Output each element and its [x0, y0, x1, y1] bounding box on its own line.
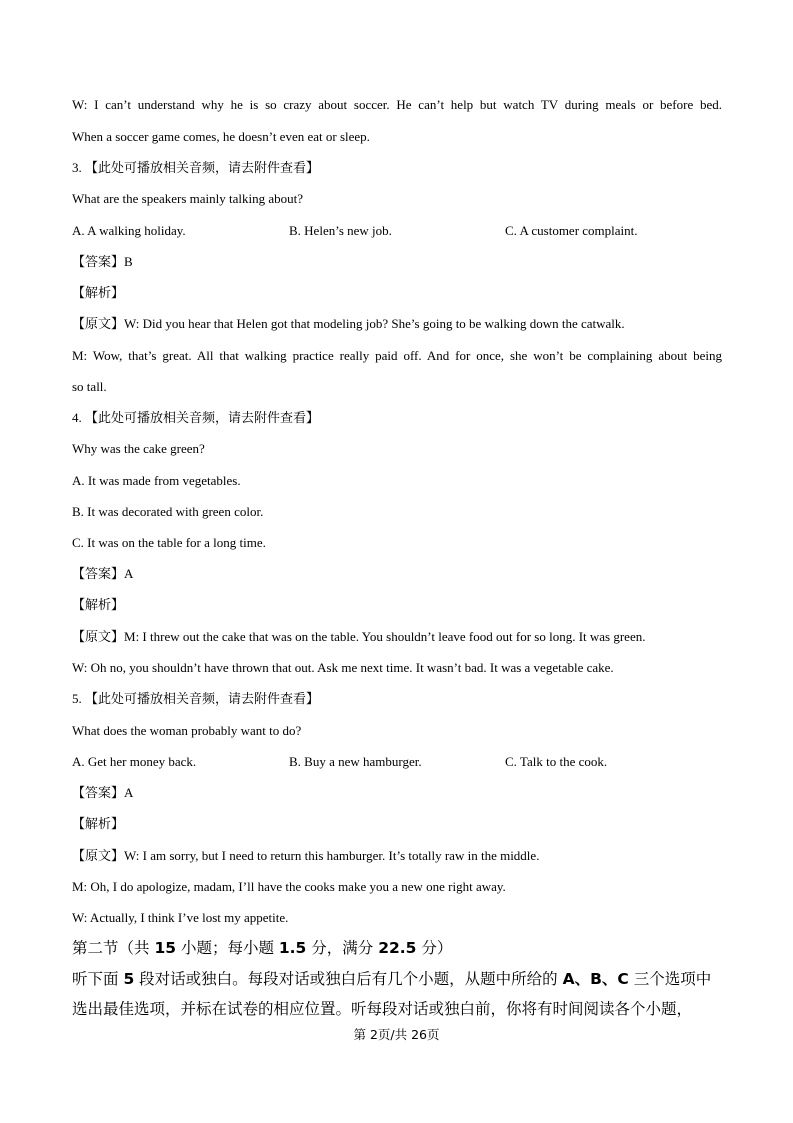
audio-note[interactable]: 【此处可播放相关音频，请去附件查看】	[85, 411, 320, 426]
transcript-line: M: Wow, that’s great. All that walking practice really paid off. And for once, she won’t be complaining about being	[72, 348, 722, 363]
heading-text: 小题；每小题	[176, 939, 279, 957]
transcript-text: W: I am sorry, but I need to return this hamburger. It’s totally raw in the middle.	[124, 848, 540, 863]
option-c: C. A customer complaint.	[505, 223, 638, 238]
section-instructions: 选出最佳选项，并标在试卷的相应位置。听每段对话或独白前，你将有时间阅读各个小题，	[72, 1000, 693, 1018]
answer-value: B	[124, 254, 133, 269]
question-header	[72, 691, 722, 708]
analysis-label: 【解析】	[72, 598, 125, 613]
option-c: C. It was on the table for a long time.	[72, 535, 266, 550]
transcript-text: M: I threw out the cake that was on the table. You shouldn’t leave food out for so long. It was green.	[124, 629, 646, 644]
transcript-line: W: Actually, I think I’ve lost my appetite.	[72, 910, 289, 925]
page-footer: 第 2页/共 26页	[353, 1027, 440, 1042]
dialogue-line: W: I can’t understand why he is so crazy about soccer. He can’t help but watch TV during meals or before bed.	[72, 97, 722, 112]
heading-points: 1.5	[278, 939, 307, 957]
question-header	[72, 410, 722, 427]
answer-tag: 【答案】	[72, 255, 125, 270]
question-number: 3.	[72, 160, 82, 175]
transcript-tag: 【原文】	[72, 317, 125, 332]
heading-text: 分）	[416, 939, 453, 957]
option-a: A. It was made from vegetables.	[72, 473, 241, 488]
heading-text: 第二节（共	[72, 939, 155, 957]
option-c: C. Talk to the cook.	[505, 754, 608, 769]
analysis-tag	[72, 816, 722, 833]
section-heading	[72, 938, 722, 958]
transcript-line: M: Oh, I do apologize, madam, I’ll have the cooks make you a new one right away.	[72, 879, 506, 894]
section-instructions	[72, 969, 722, 989]
heading-total: 22.5	[378, 939, 417, 957]
instr-text: 三个选项中	[628, 970, 712, 988]
answer-line	[72, 254, 722, 271]
question-text: What does the woman probably want to do?	[72, 723, 302, 738]
answer-tag: 【答案】	[72, 567, 125, 582]
audio-note[interactable]: 【此处可播放相关音频，请去附件查看】	[85, 692, 320, 707]
instr-text: 段对话或独白。每段对话或独白后有几个小题，从题中所给的	[134, 970, 563, 988]
audio-note[interactable]: 【此处可播放相关音频，请去附件查看】	[85, 161, 320, 176]
answer-tag: 【答案】	[72, 786, 125, 801]
answer-line	[72, 785, 722, 802]
transcript-text: W: Did you hear that Helen got that modeling job? She’s going to be walking down the catwalk.	[124, 316, 625, 331]
instr-options: A、B、C	[562, 970, 629, 988]
answer-value: A	[124, 566, 134, 581]
option-b: B. Helen’s new job.	[289, 223, 392, 238]
question-text: Why was the cake green?	[72, 441, 205, 456]
instr-count: 5	[123, 970, 135, 988]
option-a: A. A walking holiday.	[72, 223, 186, 238]
question-header	[72, 160, 722, 177]
heading-text: 分，满分	[306, 939, 379, 957]
option-a: A. Get her money back.	[72, 754, 197, 769]
question-text: What are the speakers mainly talking about?	[72, 191, 304, 206]
transcript-line: W: Oh no, you shouldn’t have thrown that out. Ask me next time. It wasn’t bad. It was a vegetable cake.	[72, 660, 614, 675]
question-number: 5.	[72, 691, 82, 706]
transcript-tag: 【原文】	[72, 849, 125, 864]
transcript-line	[72, 629, 722, 646]
transcript-line	[72, 848, 722, 865]
answer-value: A	[124, 785, 134, 800]
transcript-line	[72, 316, 722, 333]
analysis-label: 【解析】	[72, 286, 125, 301]
option-b: B. Buy a new hamburger.	[289, 754, 422, 769]
dialogue-line: When a soccer game comes, he doesn’t even eat or sleep.	[72, 129, 370, 144]
analysis-tag	[72, 285, 722, 302]
analysis-label: 【解析】	[72, 817, 125, 832]
instr-text: 听下面	[72, 970, 124, 988]
option-b: B. It was decorated with green color.	[72, 504, 264, 519]
transcript-tag: 【原文】	[72, 630, 125, 645]
answer-line	[72, 566, 722, 583]
question-number: 4.	[72, 410, 82, 425]
transcript-line: so tall.	[72, 379, 107, 394]
heading-count: 15	[154, 939, 177, 957]
analysis-tag	[72, 597, 722, 614]
